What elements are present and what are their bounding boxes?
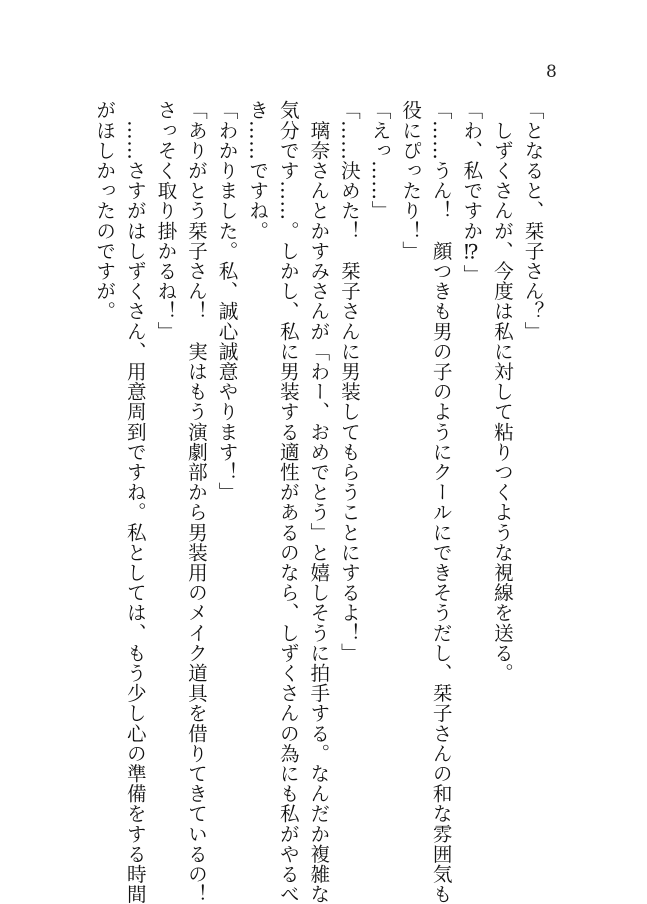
text-line: 「……決めた！ 栞子さんに男装してもらうことにするよ！」	[337, 100, 361, 663]
text-line: 「ありがとう栞子さん！ 実はもう演劇部から男装用のメイク道具を借りてきているの！	[184, 100, 208, 904]
text-line: 「えっ……」	[368, 100, 392, 221]
text-line: 「わ、私ですか⁉」	[459, 100, 483, 285]
text-line: がほしかったのですが。	[92, 100, 116, 322]
text-line: 気分です……。しかし、私に男装する適性があるのなら、しずくさんの為にも私がやるべ	[276, 100, 300, 904]
page-number: 8	[546, 62, 557, 82]
text-line: き……ですね。	[245, 100, 269, 241]
text-line: 「……うん！ 顔つきも男の子のようにクールにできそうだし、栞子さんの和な雰囲気も	[429, 100, 453, 904]
text-line: 「わかりました。私、誠心誠意やります！」	[215, 100, 239, 502]
text-line: しずくさんが、今度は私に対して粘りつくような視線を送る。	[490, 100, 514, 683]
text-line: 役にぴったり！」	[398, 100, 422, 261]
text-line: 璃奈さんとかすみさんが「わー、おめでとう」と嬉しそうに拍手する。なんだか複雑な	[306, 100, 330, 904]
text-line: さっそく取り掛かるね！」	[153, 100, 177, 342]
body-text	[88, 100, 547, 904]
text-line: 「となると、栞子さん？」	[521, 100, 544, 342]
text-line: ……さすがはしずくさん、用意周到ですね。私としては、もう少し心の準備をする時間	[123, 100, 147, 904]
